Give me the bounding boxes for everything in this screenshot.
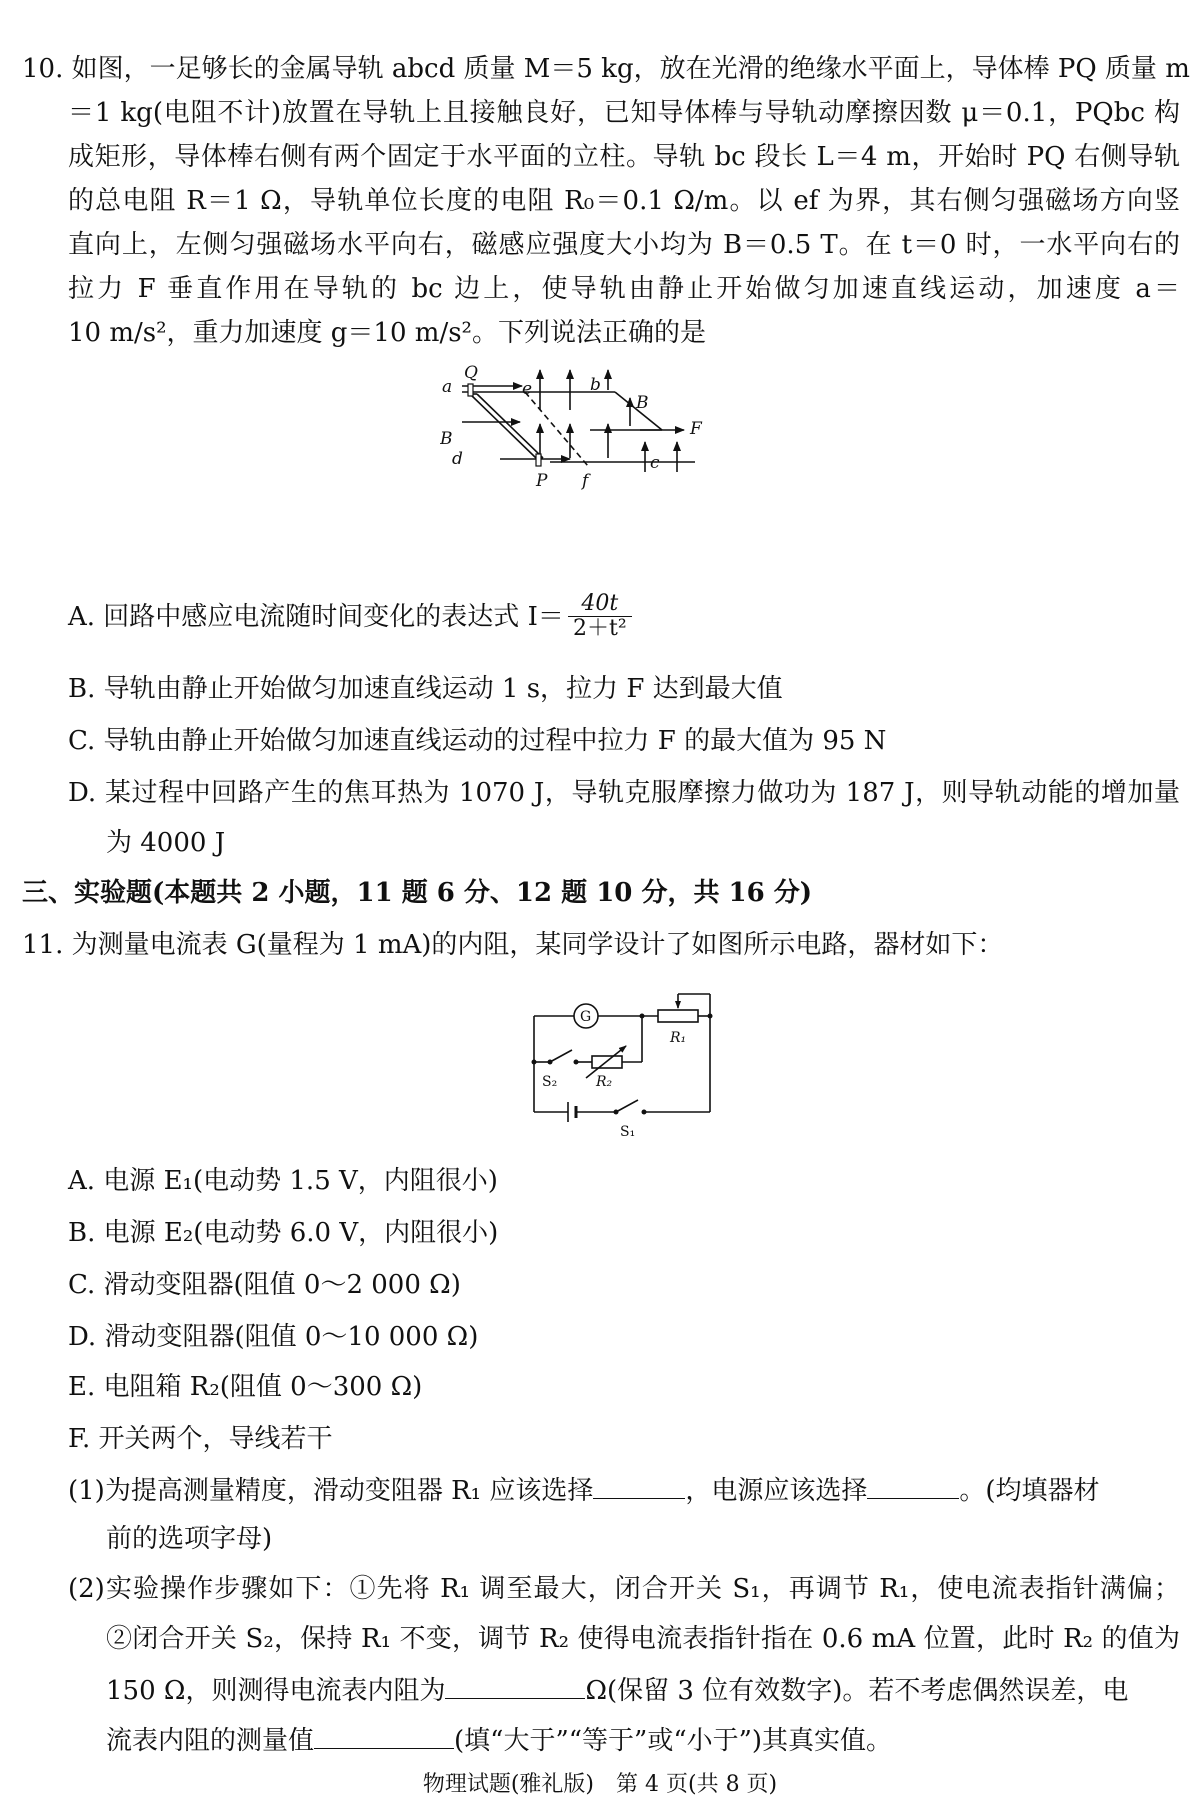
label-S1: S₁ (620, 1124, 636, 1140)
q10-line-2: ＝1 kg(电阻不计)放置在导轨上且接触良好，已知导体棒与导轨动摩擦因数 μ＝0.1，PQbc 构 (68, 98, 1180, 128)
label-e: e (522, 379, 533, 399)
part2-text-c: 流表内阻的测量值 (106, 1726, 315, 1756)
q10-line-5: 直向上，左侧匀强磁场水平向右，磁感应强度大小均为 B＝0.5 T。在 t＝0 时，一水平向右的 (68, 230, 1180, 260)
option-a-text: A. 回路中感应电流随时间变化的表达式 I＝ (68, 601, 564, 632)
part1-text-b: ，电源应该选择 (685, 1476, 868, 1506)
label-R2: R₂ (596, 1074, 613, 1090)
q11-option-b: B. 电源 E₂(电动势 6.0 V，内阻很小) (68, 1218, 499, 1248)
section-heading: 三、实验题(本题共 2 小题，11 题 6 分、12 题 10 分，共 16 分) (22, 878, 813, 908)
q11-part2-line4 (106, 1722, 892, 1758)
label-R1: R₁ (670, 1030, 687, 1046)
q11-option-d: D. 滑动变阻器(阻值 0～10 000 Ω) (68, 1322, 479, 1352)
q10-option-b: B. 导轨由静止开始做匀加速直线运动 1 s，拉力 F 达到最大值 (68, 674, 783, 704)
q11-part2-line2: ②闭合开关 S₂，保持 R₁ 不变，调节 R₂ 使得电流表指针指在 0.6 mA 位置，此时 R₂ 的值为 (106, 1624, 1180, 1654)
part1-text-a: (1)为提高测量精度，滑动变阻器 R₁ 应该选择 (68, 1476, 594, 1506)
label-Q: Q (464, 363, 478, 383)
q10-line-7: 10 m/s²，重力加速度 g＝10 m/s²。下列说法正确的是 (68, 318, 706, 348)
q11-part1-line2: 前的选项字母) (106, 1524, 273, 1554)
q11-option-a: A. 电源 E₁(电动势 1.5 V，内阻很小) (68, 1166, 498, 1196)
q10-option-d: D. 某过程中回路产生的焦耳热为 1070 J，导轨克服摩擦力做功为 187 J，则导轨动能的增加量 (68, 778, 1180, 808)
answer-blank-resistance[interactable] (445, 1672, 585, 1699)
label-b: b (590, 375, 601, 395)
label-S2: S₂ (542, 1074, 558, 1090)
label-F: F (690, 419, 702, 439)
label-B-right: B (636, 393, 649, 413)
circuit-diagram (520, 974, 740, 1144)
q11-part2-line1: (2)实验操作步骤如下：①先将 R₁ 调至最大，闭合开关 S₁，再调节 R₁，使电流表指针满偏； (68, 1574, 1180, 1604)
part2-text-a: 150 Ω，则测得电流表内阻为 (106, 1676, 446, 1706)
answer-blank-r1[interactable] (593, 1472, 685, 1499)
label-G: G (580, 1009, 592, 1025)
q10-line-3: 成矩形，导体棒右侧有两个固定于水平面的立柱。导轨 bc 段长 L＝4 m，开始时 PQ 右侧导轨 (68, 142, 1180, 172)
label-c: c (650, 453, 660, 473)
q10-line-1: 10. 如图，一足够长的金属导轨 abcd 质量 M＝5 kg，放在光滑的绝缘水平面上，导体棒 PQ 质量 m (22, 54, 1190, 84)
label-f: f (582, 471, 589, 491)
answer-blank-source[interactable] (867, 1472, 959, 1499)
q10-line-6: 拉力 F 垂直作用在导轨的 bc 边上，使导轨由静止开始做匀加速直线运动，加速度 a＝ (68, 274, 1180, 304)
part2-text-b: Ω(保留 3 位有效数字)。若不考虑偶然误差，电 (585, 1676, 1129, 1706)
answer-blank-comparison[interactable] (314, 1722, 454, 1749)
q11-option-c: C. 滑动变阻器(阻值 0～2 000 Ω) (68, 1270, 461, 1300)
q10-option-c: C. 导轨由静止开始做匀加速直线运动的过程中拉力 F 的最大值为 95 N (68, 726, 887, 756)
fraction-denominator: 2＋t² (573, 616, 627, 641)
label-P: P (536, 471, 548, 491)
fraction-numerator: 40t (581, 591, 619, 616)
q10-option-a (68, 592, 632, 641)
label-a: a (442, 377, 453, 397)
rail-magnetic-field-figure (440, 362, 820, 548)
q10-line-4: 的总电阻 R＝1 Ω，导轨单位长度的电阻 R₀＝0.1 Ω/m。以 ef 为界，其右侧匀强磁场方向竖 (68, 186, 1180, 216)
q11-intro: 11. 为测量电流表 G(量程为 1 mA)的内阻，某同学设计了如图所示电路，器材如下： (22, 930, 1004, 960)
part2-text-d: (填“大于”“等于”或“小于”)其真实值。 (454, 1726, 893, 1756)
q10-option-d-cont: 为 4000 J (106, 828, 226, 858)
q11-part1-line1 (68, 1472, 1100, 1508)
q11-option-e: E. 电阻箱 R₂(阻值 0～300 Ω) (68, 1372, 423, 1402)
q11-part2-line3 (106, 1672, 1128, 1708)
label-B-left: B (440, 429, 453, 449)
part1-text-c: 。(均填器材 (959, 1476, 1100, 1506)
label-d: d (452, 449, 463, 469)
q11-option-f: F. 开关两个，导线若干 (68, 1424, 333, 1454)
page-footer: 物理试题(雅礼版) 第 4 页(共 8 页) (422, 1772, 778, 1797)
option-a-fraction (568, 592, 632, 641)
